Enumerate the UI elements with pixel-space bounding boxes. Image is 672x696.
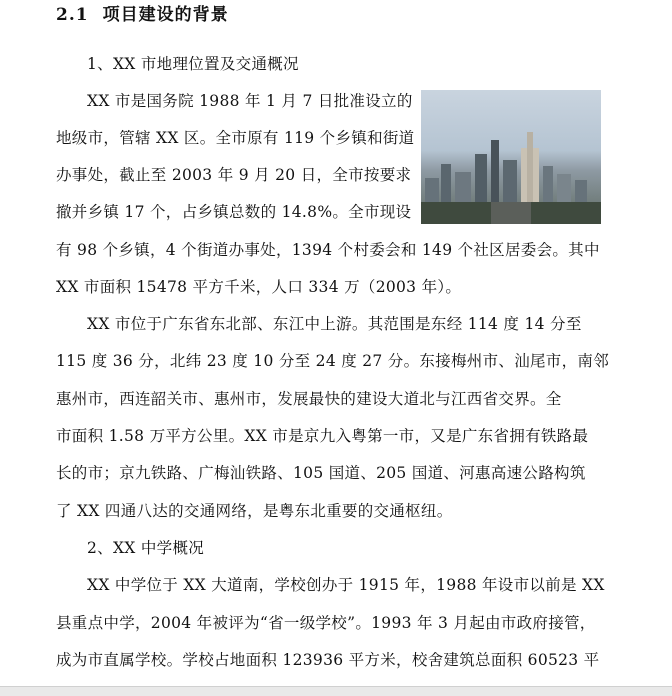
paragraph-line: XX 市位于广东省东北部、东江中上游。其范围是东经 114 度 14 分至 — [87, 315, 582, 333]
paragraph-line: 长的市；京九铁路、广梅汕铁路、105 国道、205 国道、河惠高速公路构筑 — [56, 464, 586, 482]
paragraph-line: 了 XX 四通八达的交通网络，是粤东北重要的交通枢纽。 — [56, 502, 453, 520]
section-heading — [56, 0, 229, 25]
paragraph-line: XX 市是国务院 1988 年 1 月 7 日批准设立的 — [87, 92, 413, 110]
paragraph-line: 成为市直属学校。学校占地面积 123936 平方米，校舍建筑总面积 60523 平 — [56, 651, 600, 669]
paragraph-line: 惠州市，西连韶关市、惠州市，发展最快的建设大道北与江西省交界。全 — [56, 390, 562, 408]
subheading-location: 1、XX 市地理位置及交通概况 — [87, 55, 299, 73]
section-title: 项目建设的背景 — [102, 5, 229, 25]
section-number: 2.1 — [56, 5, 89, 25]
paragraph-line: 撤并乡镇 17 个，占乡镇总数的 14.8%。全市现设 — [56, 203, 412, 221]
paragraph-line: XX 市面积 15478 平方千米，人口 334 万（2003 年）。 — [56, 278, 462, 296]
subheading-school: 2、XX 中学概况 — [87, 539, 205, 557]
paragraph-line: 县重点中学，2004 年被评为“省一级学校”。1993 年 3 月起由市政府接管， — [56, 614, 596, 632]
paragraph-line: 地级市，管辖 XX 区。全市原有 119 个乡镇和街道 — [56, 129, 415, 147]
paragraph-line: 115 度 36 分，北纬 23 度 10 分至 24 度 27 分。东接梅州市、汕尾市，南邻 — [56, 352, 609, 370]
city-skyline-photo — [421, 90, 601, 224]
paragraph-line: 市面积 1.58 万平方公里。XX 市是京九入粤第一市，又是广东省拥有铁路最 — [56, 427, 589, 445]
paragraph-line: 办事处，截止至 2003 年 9 月 20 日，全市按要求 — [56, 166, 412, 184]
paragraph-line: 有 98 个乡镇，4 个街道办事处，1394 个村委会和 149 个社区居委会。其中 — [56, 241, 600, 259]
paragraph-line: XX 中学位于 XX 大道南，学校创办于 1915 年，1988 年设市以前是 XX — [87, 576, 605, 594]
